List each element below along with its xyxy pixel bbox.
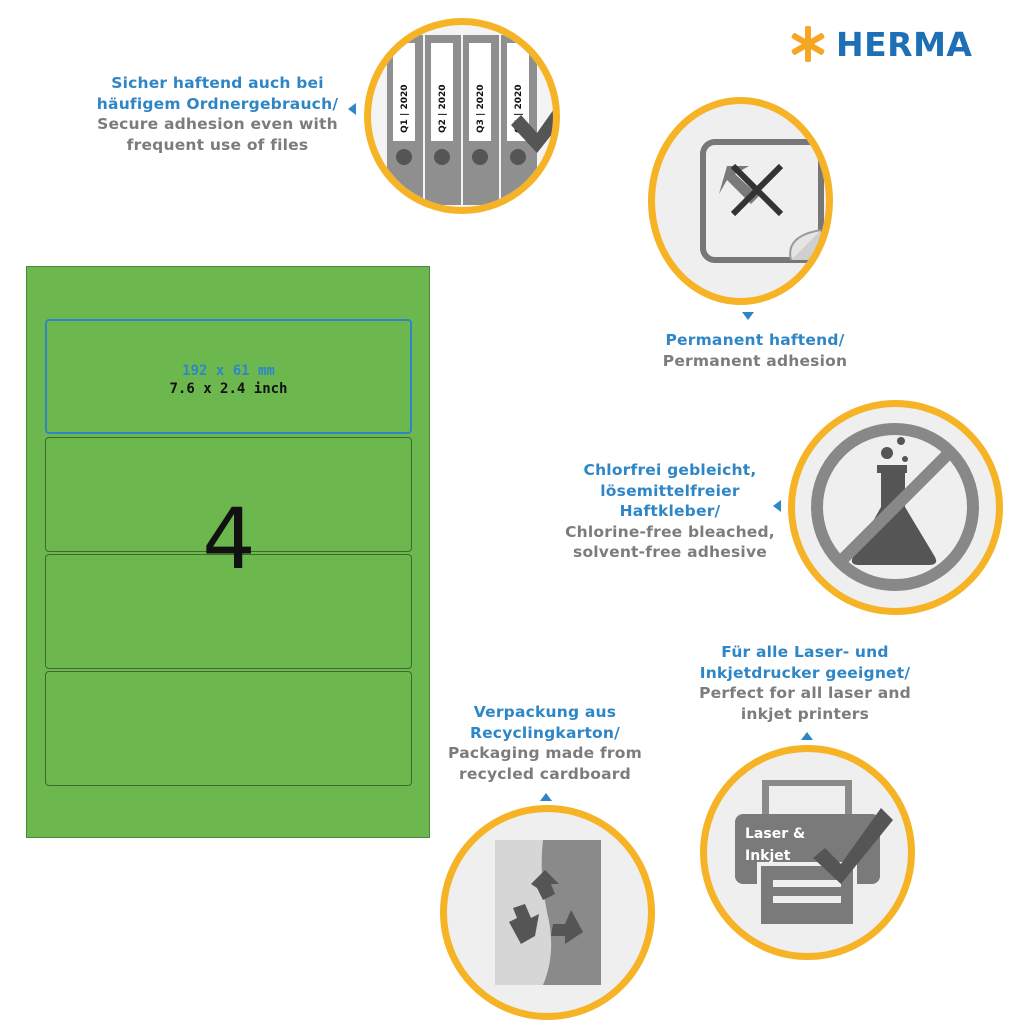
slash-separator: /	[614, 723, 621, 742]
feature-en-line: Chlorine-free bleached,	[565, 522, 775, 541]
folder-label: Q4 | 2020	[514, 84, 524, 133]
recycle-icon	[440, 805, 655, 1020]
slash-separator: /	[332, 94, 339, 113]
feature-en-line: frequent use of files	[126, 135, 309, 154]
feature-en-line: Packaging made from	[448, 744, 642, 762]
feature-de-line: Verpackung aus	[473, 703, 617, 721]
folder-binders-illustration	[371, 25, 553, 207]
feature-chlorine-free-text	[545, 460, 795, 563]
slash-separator: /	[904, 663, 911, 682]
feature-en-line: inkjet printers	[740, 704, 870, 723]
feature-de-line: Chlorfrei gebleicht,	[583, 461, 757, 479]
pointer-arrow	[742, 312, 754, 320]
printer-check-icon	[700, 745, 915, 960]
feature-de-line: Sicher haftend auch bei	[111, 74, 324, 92]
pointer-arrow	[348, 103, 356, 115]
feature-de-line: Recyclingkarton	[469, 723, 615, 742]
pointer-arrow	[540, 793, 552, 801]
feature-de-line: Haftkleber	[619, 502, 715, 520]
labels-per-sheet: 4	[202, 490, 256, 588]
feature-permanent-text	[640, 330, 870, 371]
printer-text: Laser &	[745, 826, 806, 842]
folder-label: Q1 | 2020	[400, 84, 410, 133]
feature-de-line: häufigem Ordnergebrauch	[96, 94, 333, 113]
label-size-inch: 7.6 x 2.4 inch	[169, 381, 288, 397]
printer-text: Inkjet	[745, 848, 791, 864]
recycle-illustration	[447, 812, 648, 1013]
folder-label: Q3 | 2020	[476, 84, 486, 133]
feature-recycling-text	[420, 702, 670, 784]
label-sheet	[26, 266, 430, 838]
feature-de-line: lösemittelfreier	[600, 481, 740, 500]
label-slot	[45, 671, 412, 786]
folder-label: Q2 | 2020	[438, 84, 448, 133]
brand-logo	[788, 22, 972, 66]
feature-adhesion-files-text	[70, 73, 365, 155]
feature-de-line: Für alle Laser- und	[721, 643, 889, 661]
pointer-arrow	[801, 732, 813, 740]
sticker-no-remove-icon	[648, 97, 833, 305]
slash-separator: /	[838, 331, 845, 349]
feature-en-line: Secure adhesion even with	[97, 115, 338, 133]
feature-de-line: Permanent haftend	[665, 331, 839, 349]
label-slot	[45, 319, 412, 434]
sticker-illustration	[655, 104, 826, 298]
printer-illustration	[707, 752, 908, 953]
no-chemicals-flask-icon	[788, 400, 1003, 615]
brand-name: HERMA	[836, 24, 973, 64]
slash-separator: /	[714, 502, 721, 520]
folder-binders-check-icon	[364, 18, 560, 214]
feature-en-line: Perfect for all laser and	[699, 684, 911, 702]
feature-en-line: Permanent adhesion	[662, 351, 848, 370]
feature-en-line: solvent-free adhesive	[573, 543, 767, 561]
feature-printers-text	[680, 642, 930, 724]
flask-illustration	[795, 407, 996, 608]
feature-en-line: recycled cardboard	[459, 764, 631, 783]
feature-de-line-wrap	[70, 94, 365, 115]
feature-de-line: Inkjetdrucker geeignet	[699, 663, 905, 682]
label-size-mm: 192 x 61 mm	[182, 363, 275, 379]
pointer-arrow	[773, 500, 781, 512]
herma-star-icon	[788, 24, 828, 64]
